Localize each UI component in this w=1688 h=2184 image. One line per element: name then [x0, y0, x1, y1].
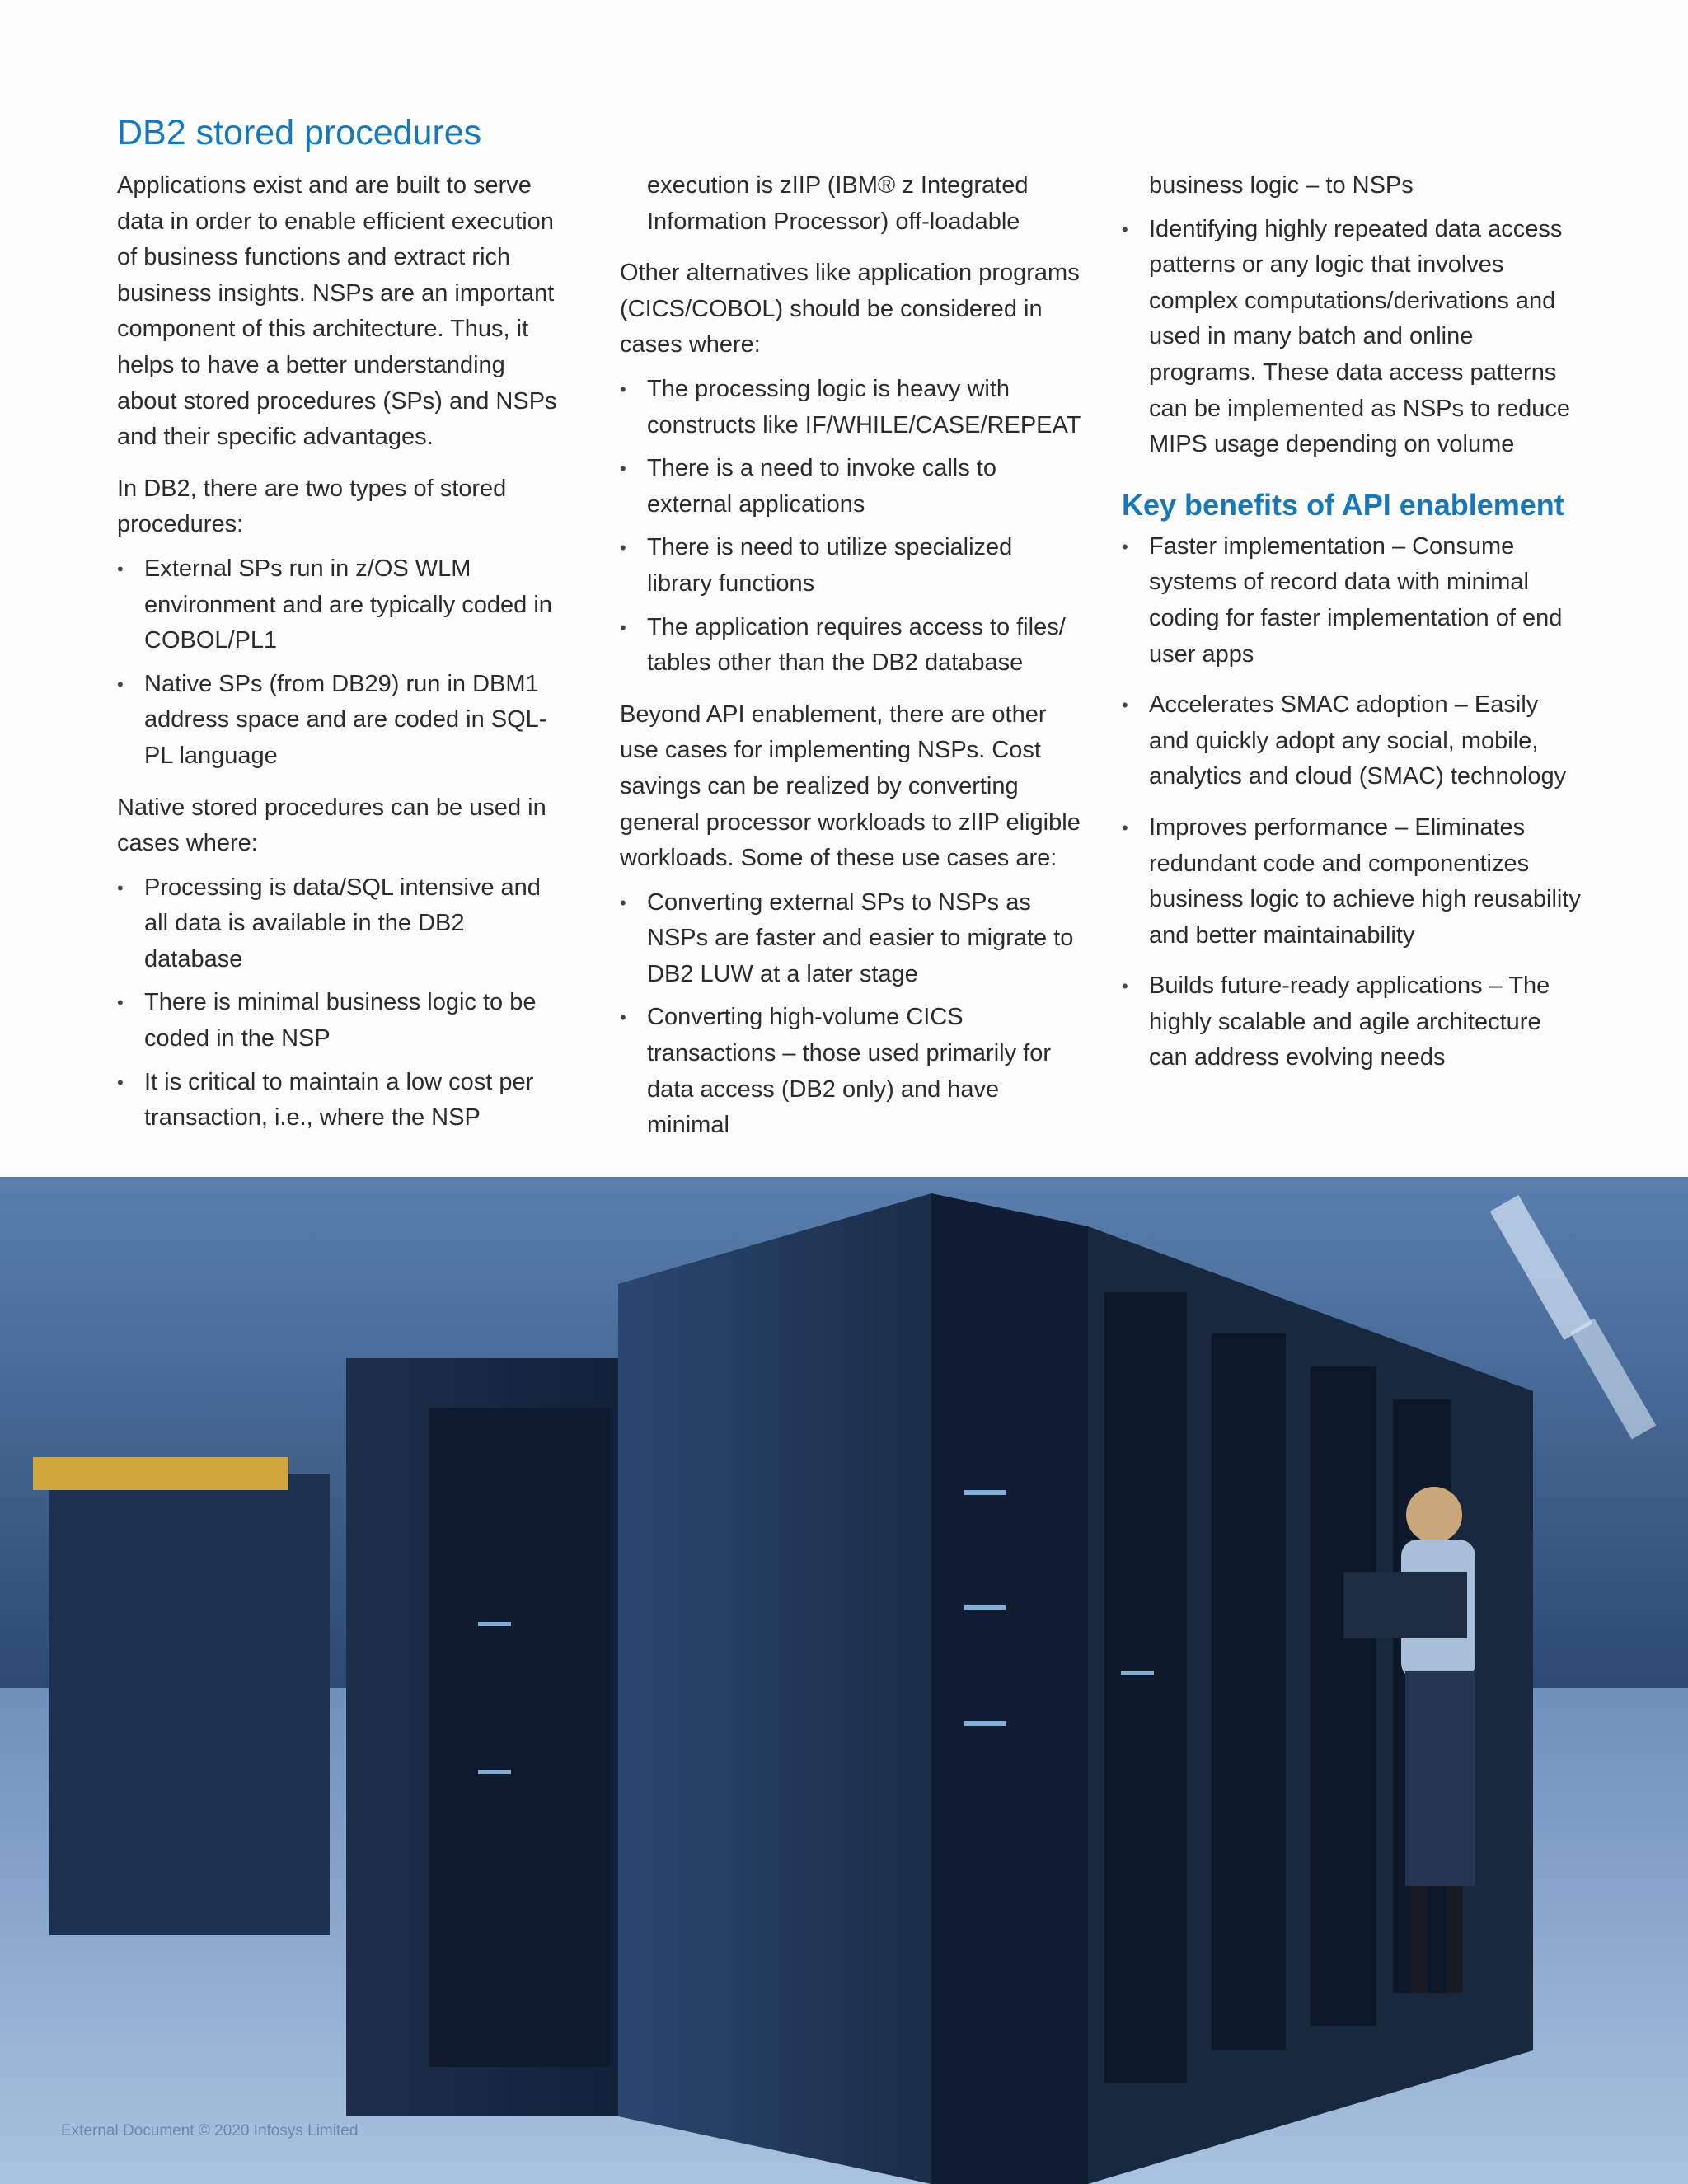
list-item: • There is a need to invoke calls to external applications: [620, 451, 1081, 523]
native-intro: Native stored procedures can be used in cases where:: [117, 794, 546, 857]
beyond-paragraph: Beyond API enablement, there are other use cases for implementing NSPs. Cost savings can be realized by converting general processor workloads to zIIP eligible workloads. Some of these use cases are:: [620, 701, 1081, 872]
list-item: • The processing logic is heavy with constructs like IF/WHILE/CASE/REPEAT: [620, 372, 1081, 443]
column-3: [1122, 105, 1583, 1092]
list-item: • The application requires access to files/ tables other than the DB2 database: [620, 610, 1081, 682]
native-cases-list: [117, 870, 562, 1137]
list-item: • Converting external SPs to NSPs as NSPs are faster and easier to migrate to DB2 LUW at a later stage: [620, 885, 1081, 993]
benefits-list: [1122, 529, 1583, 1076]
benefits-title: Key benefits of API enablement: [1122, 487, 1564, 522]
use-cases-list: [620, 885, 1081, 1144]
sp-types-list: [117, 551, 562, 775]
list-item: • Processing is data/SQL intensive and all data is available in the DB2 database: [117, 870, 562, 978]
column-2: [620, 105, 1081, 1160]
list-item: • Improves performance – Eliminates redundant code and componentizes business logic to achieve high reusability and better maintainability: [1122, 810, 1583, 954]
continuation-text: business logic – to NSPs: [1149, 172, 1414, 199]
list-item: • Accelerates SMAC adoption – Easily and quickly adopt any social, mobile, analytics and cloud (SMAC) technology: [1122, 687, 1583, 795]
page-title: DB2 stored procedures: [117, 113, 482, 152]
list-item: • External SPs run in z/OS WLM environment and are typically coded in COBOL/PL1: [117, 551, 562, 659]
list-item: • Converting high-volume CICS transactions – those used primarily for data access (DB2 only) and have minimal: [620, 1000, 1081, 1143]
list-item: • Identifying highly repeated data access patterns or any logic that involves complex computations/derivations and used in many batch and online programs. These data access patterns can be implemented as NSPs to reduce MIPS usage depending on volume: [1122, 212, 1583, 463]
server-rack: [618, 1193, 931, 2184]
server-rack: [1212, 1333, 1286, 2050]
server-rack: [1104, 1292, 1187, 2083]
cable-tray: [33, 1457, 288, 1490]
server-rack: [49, 1474, 330, 1935]
alternatives-list: [620, 372, 1081, 682]
types-intro: In DB2, there are two types of stored procedures:: [117, 475, 507, 538]
server-rack: [429, 1408, 610, 2067]
list-item: • There is need to utilize specialized library functions: [620, 530, 1081, 602]
alternatives-intro: Other alternatives like application programs (CICS/COBOL) should be considered in cases where:: [620, 260, 1080, 359]
list-item: • It is critical to maintain a low cost per transaction, i.e., where the NSP: [117, 1065, 562, 1137]
list-item: • Builds future-ready applications – The highly scalable and agile architecture can address evolving needs: [1122, 968, 1583, 1076]
server-rack: [931, 1193, 1088, 2184]
data-center-illustration: [0, 1177, 1688, 2184]
continuation-text: execution is zIIP (IBM® z Integrated Information Processor) off-loadable: [647, 172, 1029, 235]
intro-paragraph: Applications exist and are built to serve data in order to enable efficient execution of business functions and extract rich business insights. NSPs are an important component of this architecture. Thus, it helps to have a better understanding about stored procedures (SPs) and NSPs and their specific advantages.: [117, 172, 557, 451]
data-center-photo: [0, 1177, 1688, 2184]
list-item: • There is minimal business logic to be coded in the NSP: [117, 985, 562, 1057]
list-item: • Native SPs (from DB29) run in DBM1 address space and are coded in SQL-PL language: [117, 667, 562, 775]
column-1: [117, 105, 562, 1152]
list-item: • Faster implementation – Consume systems of record data with minimal coding for faster implementation of end user apps: [1122, 529, 1583, 673]
footer-copyright: External Document © 2020 Infosys Limited: [61, 2122, 359, 2139]
use-cases-list-continued: [1122, 212, 1583, 463]
server-rack: [1311, 1366, 1376, 2026]
